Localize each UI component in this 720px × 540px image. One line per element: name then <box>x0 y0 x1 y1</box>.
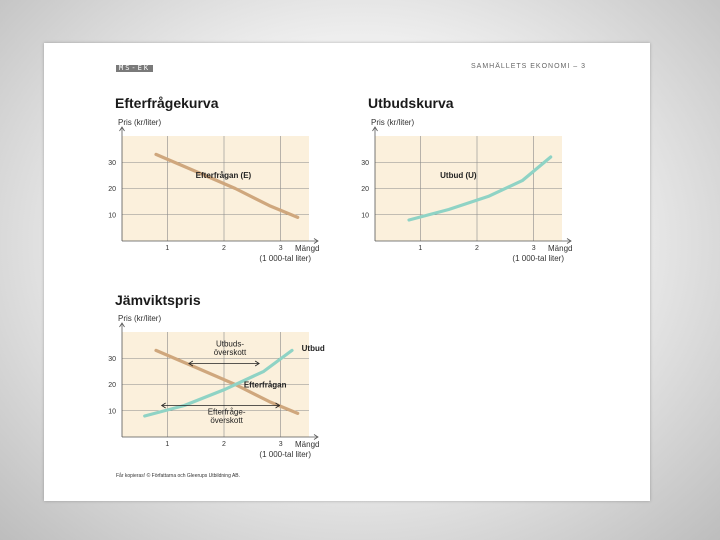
x-axis-unit: (1 000-tal liter) <box>259 254 311 263</box>
series-label: Utbud (U) <box>440 171 477 180</box>
y-tick-label: 30 <box>361 159 369 167</box>
chart-title-demand: Efterfrågekurva <box>115 95 219 111</box>
chart-title-equilibrium: Jämviktspris <box>115 292 201 308</box>
x-tick-label: 3 <box>278 441 283 448</box>
header-logo: MS-EK <box>116 65 153 72</box>
x-tick-label: 1 <box>165 245 170 252</box>
x-tick-label: 3 <box>531 245 536 252</box>
equilibrium-chart <box>94 314 334 464</box>
series-label-supply: Utbud <box>301 343 325 353</box>
series-label: Efterfrågan (E) <box>195 171 252 180</box>
x-tick-label: 2 <box>222 441 226 448</box>
y-axis-label: Pris (kr/liter) <box>371 118 415 127</box>
y-tick-label: 10 <box>361 212 369 220</box>
y-axis-label: Pris (kr/liter) <box>118 314 162 323</box>
x-tick-label: 1 <box>165 441 170 448</box>
x-axis-label: Mängd <box>295 440 320 449</box>
y-tick-label: 30 <box>108 159 116 167</box>
x-tick-label: 3 <box>278 245 283 252</box>
surplus-annotation: Utbuds- <box>215 339 245 349</box>
y-tick-label: 10 <box>108 408 116 416</box>
y-axis-label: Pris (kr/liter) <box>118 118 162 127</box>
header-section: SAMHÄLLETS EKONOMI – 3 <box>471 63 586 70</box>
surplus-annotation: överskott <box>210 416 243 425</box>
surplus-annotation: Efterfråge- <box>207 407 246 417</box>
surplus-annotation: överskott <box>213 348 247 357</box>
demand-chart <box>94 118 334 268</box>
x-axis-unit: (1 000-tal liter) <box>512 254 564 263</box>
y-tick-label: 30 <box>108 355 116 363</box>
textbook-page <box>44 43 650 501</box>
y-tick-label: 20 <box>108 382 116 389</box>
x-tick-label: 1 <box>418 245 423 252</box>
x-axis-label: Mängd <box>295 244 320 253</box>
footer-copyright: Får kopieras! © Författarna och Gleerups Utbildning AB. <box>116 473 241 479</box>
x-axis-unit: (1 000-tal liter) <box>259 450 311 459</box>
x-tick-label: 2 <box>475 245 479 252</box>
series-label-demand: Efterfrågan <box>243 380 287 390</box>
y-tick-label: 20 <box>108 186 116 193</box>
x-axis-label: Mängd <box>548 244 573 253</box>
y-tick-label: 10 <box>108 212 116 220</box>
y-tick-label: 20 <box>361 186 369 193</box>
x-tick-label: 2 <box>222 245 226 252</box>
chart-title-supply: Utbudskurva <box>368 95 454 111</box>
supply-chart <box>347 118 587 268</box>
